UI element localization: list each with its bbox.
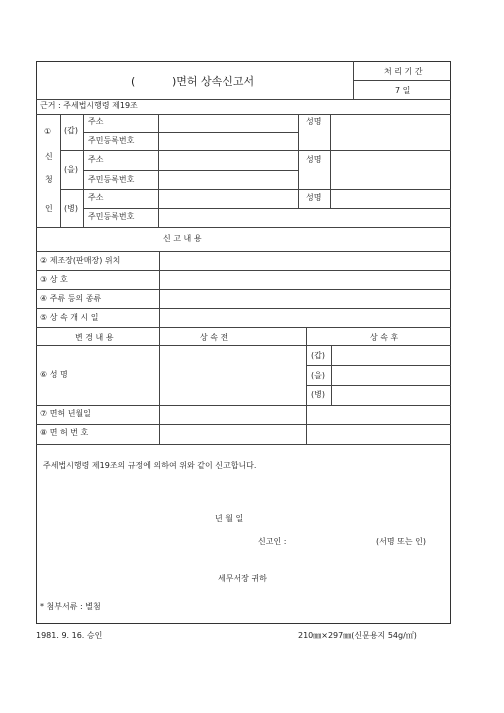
field-location-label: ② 제조장(판매장) 위치 <box>40 256 121 265</box>
location-input[interactable] <box>161 252 449 269</box>
title-paren: ( <box>131 75 136 88</box>
byeong-rrn-field[interactable] <box>160 210 449 226</box>
name-label-3: 성명 <box>306 193 322 202</box>
field-line-4 <box>36 327 451 328</box>
change-col-line-2 <box>306 327 307 445</box>
applicant-char-3: 인 <box>45 204 53 213</box>
address-label-2: 주소 <box>88 155 104 164</box>
party-byeong: (병) <box>64 204 78 213</box>
after-party-gap: (갑) <box>311 351 325 360</box>
license-no-bottom <box>36 444 451 445</box>
signature-note: (서명 또는 인) <box>376 537 426 546</box>
rrn-label-2: 주민등록번호 <box>88 175 135 184</box>
name-label-2: 성명 <box>306 155 322 164</box>
license-no-before-input[interactable] <box>161 425 305 443</box>
change-header: 변 경 내 용 <box>75 333 114 342</box>
license-number-label: ⑧ 면 허 번 호 <box>40 428 89 437</box>
reporter-label: 신고인 : <box>258 537 287 546</box>
approval-date-footer: 1981. 9. 16. 승인 <box>36 631 103 640</box>
form-title: )면허 상속신고서 <box>172 75 255 88</box>
address-label-3: 주소 <box>88 193 104 202</box>
name-after-gap-input[interactable] <box>333 346 449 364</box>
field-liquor-type-label: ④ 주류 등의 종류 <box>40 294 102 303</box>
eul-rrn-field[interactable] <box>160 172 296 188</box>
declaration-text: 주세법시행령 제19조의 규정에 의하여 위와 같이 신고합니다. <box>43 461 257 470</box>
gap-rrn-field[interactable] <box>160 134 296 149</box>
start-date-input[interactable] <box>161 309 449 326</box>
legal-basis: 근거 : 주세법시행령 제19조 <box>40 101 138 110</box>
field-trade-name-label: ③ 상 호 <box>40 275 68 284</box>
title-bottom-line <box>36 99 451 100</box>
name-label-right-line <box>330 114 331 208</box>
row-line-4 <box>60 189 451 190</box>
gap-address-field[interactable] <box>160 115 296 131</box>
date-line: 년 월 일 <box>215 514 244 523</box>
applicant-number: ① <box>44 127 52 136</box>
eul-address-field[interactable] <box>160 152 296 169</box>
field-start-date-label: ⑤ 상 속 개 시 일 <box>40 313 99 322</box>
gap-name-field[interactable] <box>332 115 449 149</box>
row-line-2 <box>60 150 451 151</box>
row-line-3 <box>83 170 298 171</box>
applicant-bottom-line <box>36 227 451 228</box>
byeong-name-field[interactable] <box>332 191 449 207</box>
paper-size-footer: 210㎜×297㎜(신문용지 54g/㎡) <box>298 631 417 640</box>
after-party-byeong: (병) <box>311 390 325 399</box>
license-no-after-input[interactable] <box>308 425 449 443</box>
before-header: 상 속 전 <box>200 333 229 342</box>
license-date-label: ⑦ 면허 년월일 <box>40 409 91 418</box>
byeong-address-field[interactable] <box>160 191 296 207</box>
row-line-1 <box>83 132 298 133</box>
rrn-label-1: 주민등록번호 <box>88 136 135 145</box>
reporter-name-field[interactable] <box>300 534 370 548</box>
after-party-eul: (을) <box>311 371 325 380</box>
eul-name-field[interactable] <box>332 152 449 188</box>
liquor-type-input[interactable] <box>161 290 449 307</box>
party-gap: (갑) <box>64 126 78 135</box>
after-header: 상 속 후 <box>370 333 399 342</box>
name-after-byeong-input[interactable] <box>333 386 449 404</box>
processing-period-label: 처 리 기 간 <box>384 67 423 76</box>
processing-divider-h <box>353 80 451 81</box>
rrn-label-3: 주민등록번호 <box>88 212 135 221</box>
applicant-char-2: 청 <box>45 175 53 184</box>
license-date-after-input[interactable] <box>308 406 449 423</box>
name-after-eul-input[interactable] <box>333 366 449 384</box>
trade-name-input[interactable] <box>161 271 449 288</box>
address-label-1: 주소 <box>88 117 104 126</box>
name-label-1: 성명 <box>306 117 322 126</box>
applicant-char-1: 신 <box>45 152 53 161</box>
processing-period-value: 7 일 <box>395 86 411 95</box>
after-party-line <box>331 345 332 405</box>
report-contents-header: 신 고 내 용 <box>163 234 202 243</box>
party-eul: (을) <box>64 165 78 174</box>
applicant-col-line <box>60 114 61 227</box>
name-label-left-line <box>298 114 299 208</box>
license-date-before-input[interactable] <box>161 406 305 423</box>
row-line-5 <box>83 208 451 209</box>
change-col-line-1 <box>159 327 160 445</box>
name-row-label: ⑥ 성 명 <box>40 370 68 379</box>
name-before-input[interactable] <box>161 346 305 404</box>
recipient-line: 세무서장 귀하 <box>218 574 267 583</box>
attachments-note: * 첨부서류 : 별첨 <box>40 602 101 611</box>
